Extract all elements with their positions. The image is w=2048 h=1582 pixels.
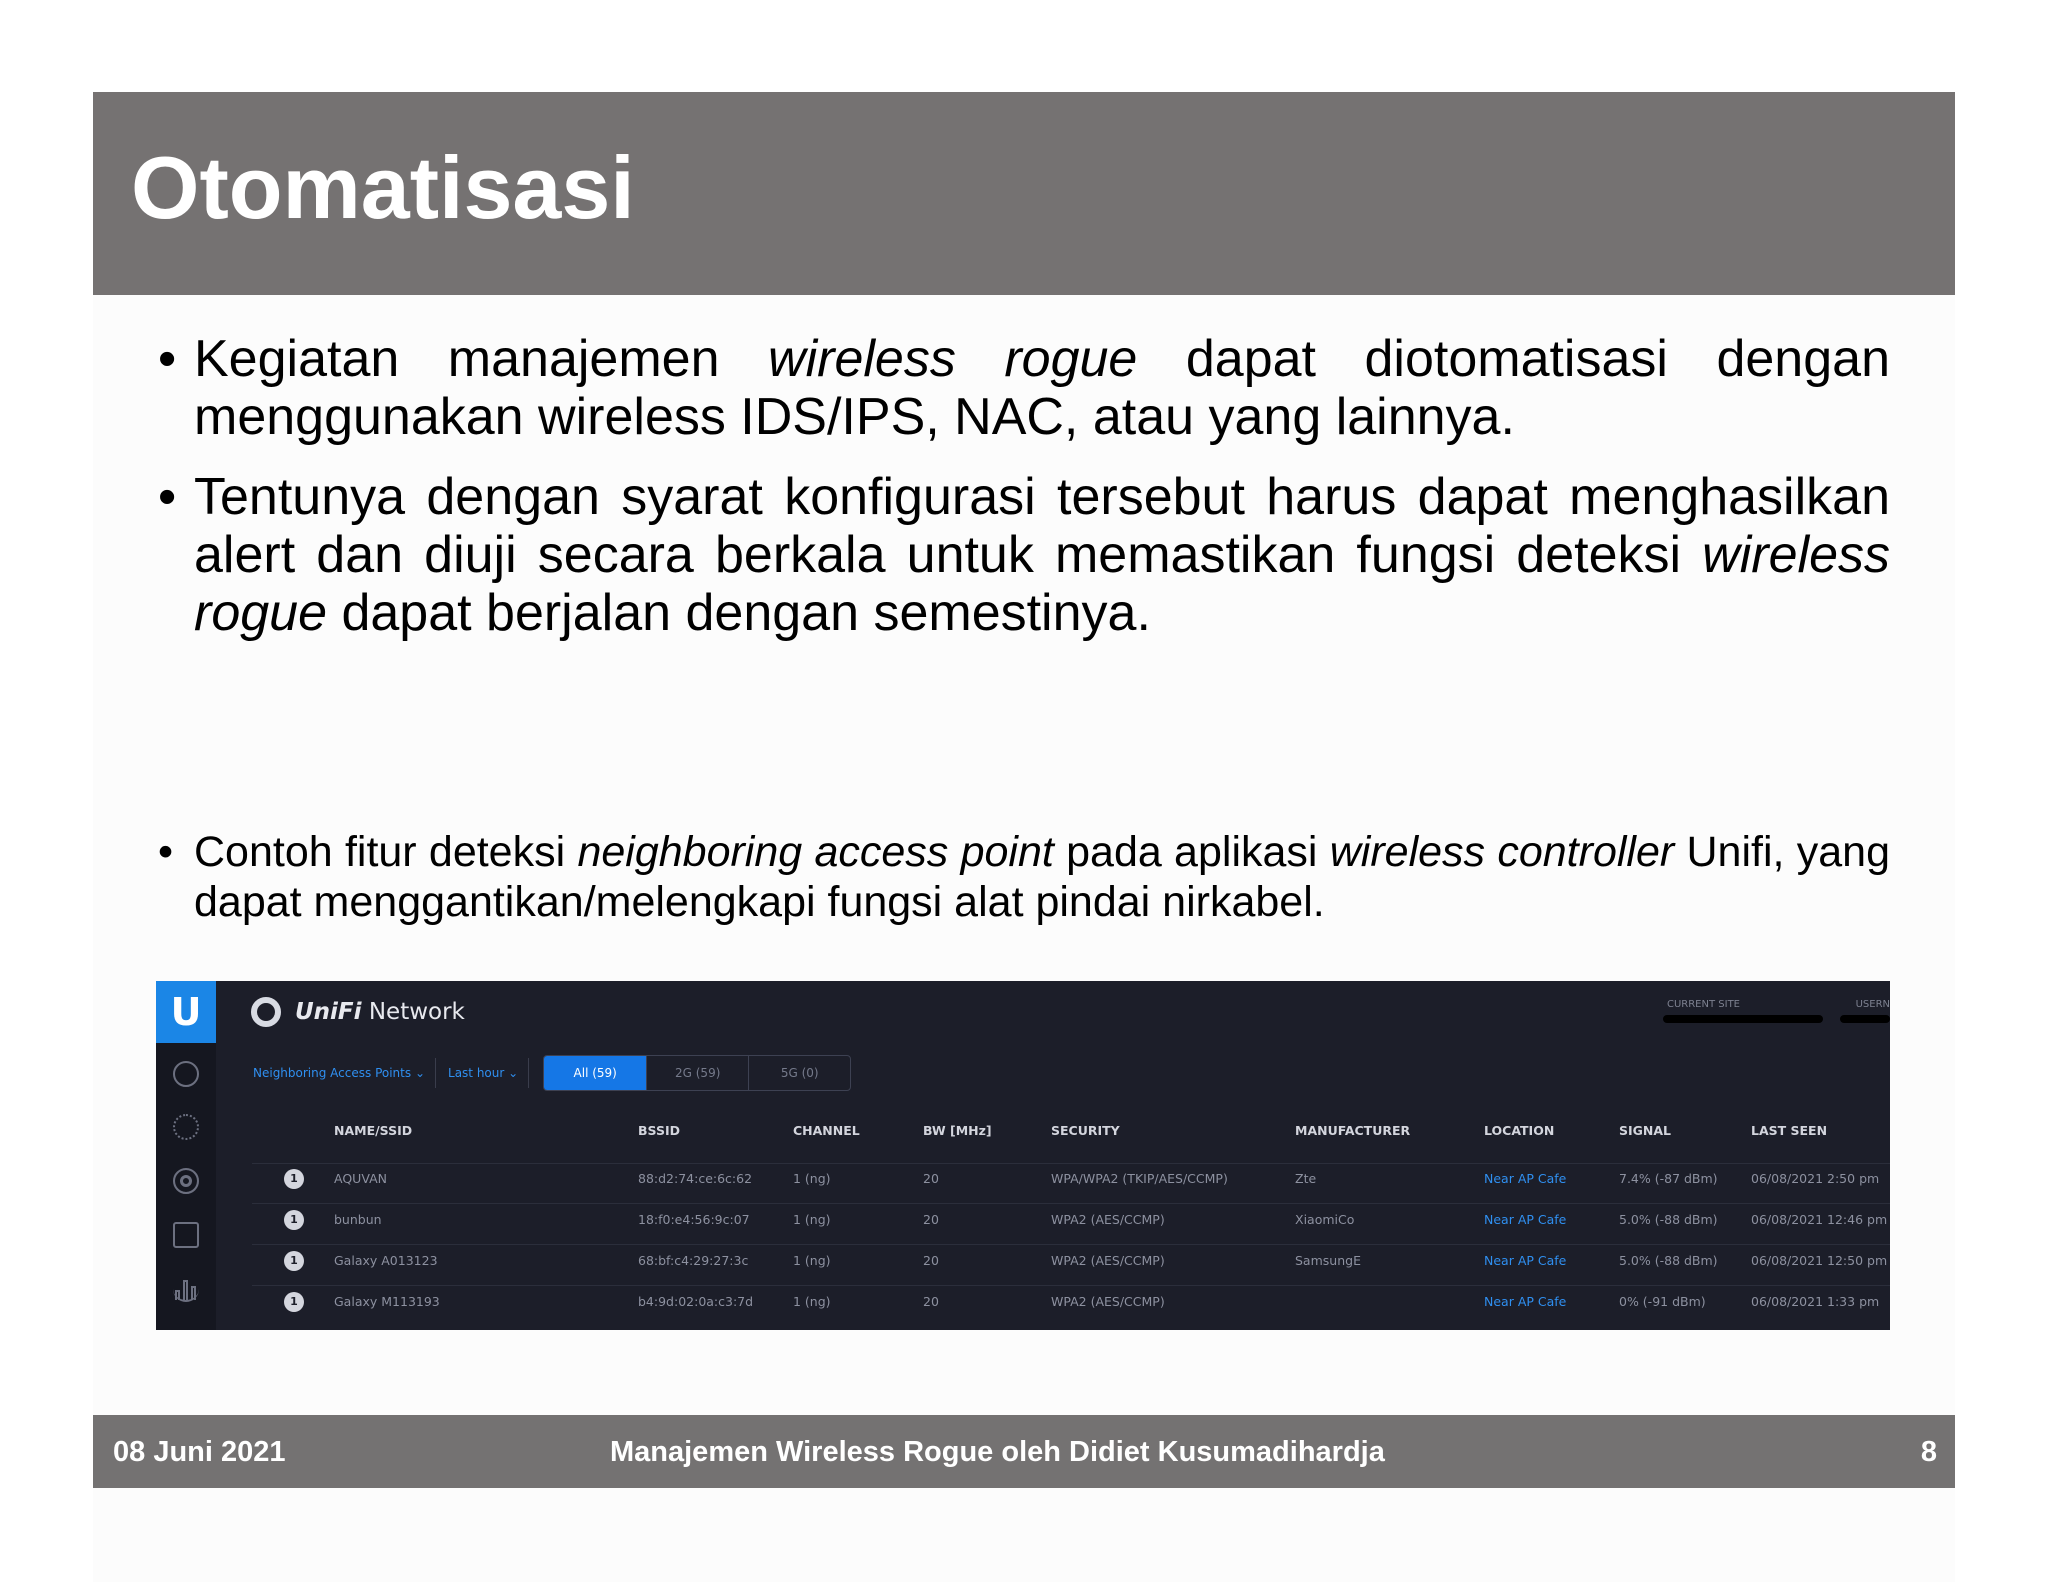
current-site[interactable]: [1667, 999, 1740, 1010]
current-site-label: CURRENT SITE: [1666, 999, 1740, 1010]
bullet-dot: •: [158, 468, 177, 526]
filter-time-label: Last hour: [448, 1066, 505, 1080]
row-badge: 1: [284, 1210, 304, 1230]
user-label: USERN: [1855, 999, 1890, 1010]
bullet-item: [158, 827, 1890, 927]
cell-location-link[interactable]: Near AP Cafe: [1484, 1212, 1567, 1227]
cell-bssid: 68:bf:c4:29:27:3c: [638, 1253, 749, 1268]
cell-manufacturer: SamsungE: [1295, 1253, 1361, 1268]
bullet-text: dapat berjalan dengan semestinya.: [327, 584, 1151, 642]
brand-rest: Network: [368, 999, 465, 1025]
cell-channel: 1 (ng): [793, 1253, 831, 1268]
cell-bw: 20: [923, 1294, 939, 1309]
dashboard-icon[interactable]: [173, 1061, 199, 1087]
cell-ssid: AQUVAN: [334, 1171, 387, 1186]
column-header[interactable]: SIGNAL: [1619, 1123, 1672, 1138]
divider: [252, 1163, 1890, 1164]
column-header[interactable]: LOCATION: [1484, 1123, 1555, 1138]
bullet-text-italic: neighboring access point: [577, 828, 1054, 876]
chevron-down-icon: ⌄: [508, 1066, 519, 1080]
bullet-dot: •: [158, 828, 174, 876]
divider: [252, 1285, 1890, 1286]
table-row[interactable]: [156, 1294, 1890, 1314]
tab-5g[interactable]: 5G (0): [748, 1056, 850, 1090]
slide-title: Otomatisasi: [131, 138, 635, 237]
redacted-user-name: [1840, 1015, 1890, 1023]
cell-last-seen: 06/08/2021 12:46 pm: [1751, 1212, 1888, 1227]
title-bar: [93, 92, 1955, 295]
divider: [252, 1244, 1890, 1245]
cell-bw: 20: [923, 1253, 939, 1268]
band-tabs: [543, 1055, 851, 1091]
cell-signal: 5.0% (-88 dBm): [1619, 1212, 1718, 1227]
column-header[interactable]: BSSID: [638, 1123, 680, 1138]
bullet-dot: •: [158, 330, 177, 388]
cell-signal: 5.0% (-88 dBm): [1619, 1253, 1718, 1268]
cell-location-link[interactable]: Near AP Cafe: [1484, 1294, 1567, 1309]
cell-channel: 1 (ng): [793, 1171, 831, 1186]
cell-security: WPA2 (AES/CCMP): [1051, 1253, 1165, 1268]
bullet-text-italic: wireless controller: [1329, 828, 1675, 876]
row-badge: 1: [284, 1169, 304, 1189]
unifi-sidebar: [156, 981, 216, 1330]
bullet-text: Unifi, yang dapat menggantikan/melengkapi fungsi alat pindai nirkabel.: [194, 828, 1890, 926]
cell-signal: 0% (-91 dBm): [1619, 1294, 1706, 1309]
cell-bssid: 88:d2:74:ce:6c:62: [638, 1171, 753, 1186]
cell-last-seen: 06/08/2021 1:33 pm: [1751, 1294, 1880, 1309]
unifi-brand: [251, 997, 465, 1027]
chevron-down-icon: ⌄: [414, 1066, 426, 1080]
cell-manufacturer: Zte: [1295, 1171, 1317, 1186]
row-badge: 1: [284, 1292, 304, 1312]
bullet-text: Contoh fitur deteksi: [194, 828, 578, 876]
cell-ssid: Galaxy A013123: [334, 1253, 438, 1268]
bullet-text: Kegiatan manajemen: [194, 330, 769, 388]
cell-location-link[interactable]: Near AP Cafe: [1484, 1253, 1567, 1268]
bullet-text-italic: wireless rogue: [194, 526, 1890, 642]
table-row[interactable]: [156, 1171, 1890, 1191]
divider: [252, 1203, 1890, 1204]
filter-bar: [253, 1055, 851, 1091]
cell-bssid: 18:f0:e4:56:9c:07: [638, 1212, 750, 1227]
cell-ssid: Galaxy M113193: [334, 1294, 440, 1309]
filter-type-dropdown[interactable]: [253, 1058, 436, 1088]
user-menu[interactable]: [1856, 999, 1890, 1010]
column-header[interactable]: NAME/SSID: [334, 1123, 413, 1138]
bullet-text-italic: wireless rogue: [768, 330, 1138, 388]
cell-bssid: b4:9d:02:0a:c3:7d: [638, 1294, 754, 1309]
table-row[interactable]: [156, 1212, 1890, 1232]
slide-footer: [93, 1415, 1955, 1488]
column-header[interactable]: SECURITY: [1051, 1123, 1120, 1138]
cell-bw: 20: [923, 1212, 939, 1227]
cell-last-seen: 06/08/2021 12:50 pm: [1751, 1253, 1888, 1268]
cell-security: WPA2 (AES/CCMP): [1051, 1294, 1165, 1309]
cell-ssid: bunbun: [334, 1212, 382, 1227]
cell-security: WPA/WPA2 (TKIP/AES/CCMP): [1051, 1171, 1228, 1186]
footer-date: 08 Juni 2021: [113, 1436, 286, 1468]
tab-2g[interactable]: 2G (59): [646, 1056, 748, 1090]
bullet-text: Tentunya dengan syarat konfigurasi tersebut harus dapat menghasilkan alert dan diuji secara berkala untuk memastikan fungsi deteksi: [194, 468, 1890, 584]
bullet-text: pada aplikasi: [1053, 828, 1330, 876]
unifi-network-icon: [251, 997, 281, 1027]
cell-signal: 7.4% (-87 dBm): [1619, 1171, 1718, 1186]
column-header[interactable]: CHANNEL: [793, 1123, 860, 1138]
column-header[interactable]: BW [MHz]: [923, 1123, 992, 1138]
tab-all[interactable]: All (59): [544, 1056, 646, 1090]
unifi-logo[interactable]: U: [156, 981, 216, 1043]
column-header[interactable]: LAST SEEN: [1751, 1123, 1828, 1138]
cell-location-link[interactable]: Near AP Cafe: [1484, 1171, 1567, 1186]
column-header[interactable]: MANUFACTURER: [1295, 1123, 1411, 1138]
unifi-screenshot: [156, 981, 1890, 1330]
cell-last-seen: 06/08/2021 2:50 pm: [1751, 1171, 1880, 1186]
filter-type-label: Neighboring Access Points: [253, 1066, 412, 1080]
footer-title: Manajemen Wireless Rogue oleh Didiet Kusumadihardja: [610, 1436, 1385, 1468]
page-number: 8: [1920, 1436, 1937, 1468]
bullet-list-bottom: [158, 827, 1890, 927]
cell-channel: 1 (ng): [793, 1294, 831, 1309]
bullet-item: [158, 330, 1890, 446]
cell-security: WPA2 (AES/CCMP): [1051, 1212, 1165, 1227]
bullet-list-top: [158, 330, 1890, 664]
brand-strong: UniFi: [295, 999, 362, 1025]
row-badge: 1: [284, 1251, 304, 1271]
table-row[interactable]: [156, 1253, 1890, 1273]
table-header: [156, 1123, 1890, 1143]
bullet-item: [158, 468, 1890, 642]
cell-channel: 1 (ng): [793, 1212, 831, 1227]
redacted-site-name: [1663, 1015, 1823, 1023]
bullet-text: dapat diotomatisasi dengan menggunakan wireless IDS/IPS, NAC, atau yang lainnya.: [194, 330, 1890, 446]
filter-time-dropdown[interactable]: [448, 1058, 529, 1088]
cell-bw: 20: [923, 1171, 939, 1186]
cell-manufacturer: XiaomiCo: [1295, 1212, 1355, 1227]
